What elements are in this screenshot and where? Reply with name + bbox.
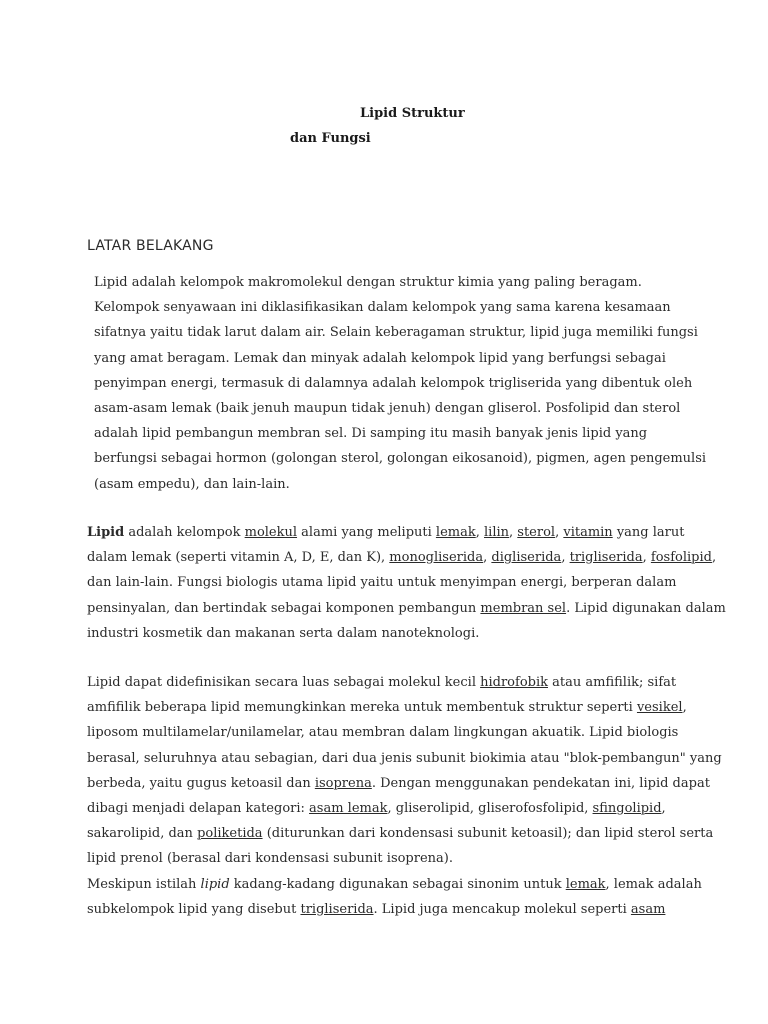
paragraph-line <box>87 821 722 846</box>
text-run: amfifilik beberapa lipid memungkinkan mereka untuk membentuk struktur seperti <box>87 700 637 716</box>
paragraph-line: berasal, seluruhnya atau sebagian, dari dua jenis subunit biokimia atau "blok-pembangun" yang <box>87 750 722 766</box>
link-trigliserida[interactable]: trigliserida <box>569 550 643 566</box>
text-run: , <box>475 525 484 540</box>
link-asam[interactable]: asam <box>630 901 666 917</box>
text-run: . Lipid digunakan dalam <box>566 600 726 616</box>
paragraph-line <box>87 796 722 821</box>
link-digliserida[interactable]: digliserida <box>491 550 562 566</box>
text-run: dalam lemak (seperti vitamin A, D, E, dan K), <box>87 550 390 566</box>
text-run: pensinyalan, dan bertindak sebagai komponen pembangun <box>87 600 481 616</box>
paragraph-line: sifatnya yaitu tidak larut dalam air. Selain keberagaman struktur, lipid juga memiliki fungsi <box>94 325 698 341</box>
link-molekul[interactable]: molekul <box>244 525 298 540</box>
text-run: . Lipid juga mencakup molekul seperti <box>373 901 631 917</box>
paragraph-line: berfungsi sebagai hormon (golongan sterol, golongan eikosanoid), pigmen, agen pengemulsi <box>94 451 707 467</box>
link-asam-lemak[interactable]: asam lemak <box>309 800 388 816</box>
text-run: , gliserolipid, gliserofosfolipid, <box>387 800 593 816</box>
paragraph-line <box>87 596 726 621</box>
text-run: subkelompok lipid yang disebut <box>87 901 301 917</box>
paragraph-line: (asam empedu), dan lain-lain. <box>94 476 290 492</box>
paragraph-line: penyimpan energi, termasuk di dalamnya adalah kelompok trigliserida yang dibentuk oleh <box>94 375 693 391</box>
paragraph-line: asam-asam lemak (baik jenuh maupun tidak jenuh) dengan gliserol. Posfolipid dan sterol <box>94 400 681 416</box>
paragraph-line: Kelompok senyawaan ini diklasifikasikan dalam kelompok yang sama karena kesamaan <box>94 300 671 316</box>
text-run: , <box>661 800 666 816</box>
paragraph-line <box>87 695 722 720</box>
text-run: dibagi menjadi delapan kategori: <box>87 800 310 816</box>
link-lemak[interactable]: lemak <box>565 876 606 892</box>
paragraph-line: adalah lipid pembangun membran sel. Di samping itu masih banyak jenis lipid yang <box>94 426 648 442</box>
link-lilin[interactable]: lilin <box>484 525 510 540</box>
text-run: sakarolipid, dan <box>87 826 198 842</box>
text-run: berbeda, yaitu gugus ketoasil dan <box>87 775 315 791</box>
link-sterol[interactable]: sterol <box>517 525 556 540</box>
paragraph-line <box>87 872 722 897</box>
text-run: adalah kelompok <box>124 525 245 540</box>
text-run: , <box>682 700 687 716</box>
link-poliketida[interactable]: poliketida <box>197 826 263 842</box>
link-monogliserida[interactable]: monogliserida <box>389 550 484 566</box>
paragraph-line <box>87 771 722 796</box>
paragraph-line: dan lain-lain. Fungsi biologis utama lipid yaitu untuk menyimpan energi, berperan dalam <box>87 575 677 591</box>
text-run: , <box>555 525 564 540</box>
text-run: , <box>711 550 717 566</box>
link-trigliserida[interactable]: trigliserida <box>300 901 374 917</box>
paragraph-line: industri kosmetik dan makanan serta dalam nanoteknologi. <box>87 625 480 641</box>
paragraph-line <box>87 545 726 570</box>
link-sfingolipid[interactable]: sfingolipid <box>592 800 662 816</box>
text-run: , <box>561 550 570 566</box>
text-run: . Dengan menggunakan pendekatan ini, lipid dapat <box>371 775 710 791</box>
link-hidrofobik[interactable]: hidrofobik <box>480 675 548 690</box>
text-run: (diturunkan dari kondensasi subunit ketoasil); dan lipid sterol serta <box>262 826 714 842</box>
document-title: Lipid Struktur <box>360 106 465 121</box>
text-run: Lipid dapat didefinisikan secara luas sebagai molekul kecil <box>87 675 481 690</box>
italic-term-lipid: lipid <box>200 876 230 892</box>
paragraph-line <box>87 670 722 695</box>
section-heading: LATAR BELAKANG <box>87 238 214 254</box>
link-membran-sel[interactable]: membran sel <box>480 600 567 616</box>
link-isoprena[interactable]: isoprena <box>314 775 372 791</box>
link-vitamin[interactable]: vitamin <box>563 525 613 540</box>
text-run: , <box>509 525 518 540</box>
text-run: , <box>642 550 651 566</box>
link-lemak[interactable]: lemak <box>435 525 476 540</box>
definition-paragraph <box>87 520 726 646</box>
text-run: alami yang meliputi <box>297 525 436 540</box>
bold-term-lipid: Lipid <box>87 525 125 540</box>
paragraph-line <box>87 897 722 922</box>
paragraph-line: yang amat beragam. Lemak dan minyak adalah kelompok lipid yang berfungsi sebagai <box>94 350 666 366</box>
document-subtitle: dan Fungsi <box>290 131 371 146</box>
paragraph-line: liposom multilamelar/unilamelar, atau membran dalam lingkungan akuatik. Lipid biologis <box>87 725 679 741</box>
text-run: atau amfifilik; sifat <box>548 675 677 690</box>
text-run: yang larut <box>612 525 685 540</box>
text-run: Meskipun istilah <box>87 876 201 892</box>
paragraph-line: lipid prenol (berasal dari kondensasi subunit isoprena). <box>87 851 453 867</box>
text-run: , <box>483 550 492 566</box>
paragraph-line: Lipid adalah kelompok makromolekul dengan struktur kimia yang paling beragam. <box>94 275 642 290</box>
link-fosfolipid[interactable]: fosfolipid <box>650 550 712 566</box>
paragraph-line <box>87 520 726 545</box>
text-run: kadang-kadang digunakan sebagai sinonim untuk <box>229 876 566 892</box>
classification-paragraph <box>87 670 722 922</box>
background-paragraph <box>94 270 706 497</box>
text-run: , lemak adalah <box>605 876 702 892</box>
link-vesikel[interactable]: vesikel <box>636 700 683 716</box>
